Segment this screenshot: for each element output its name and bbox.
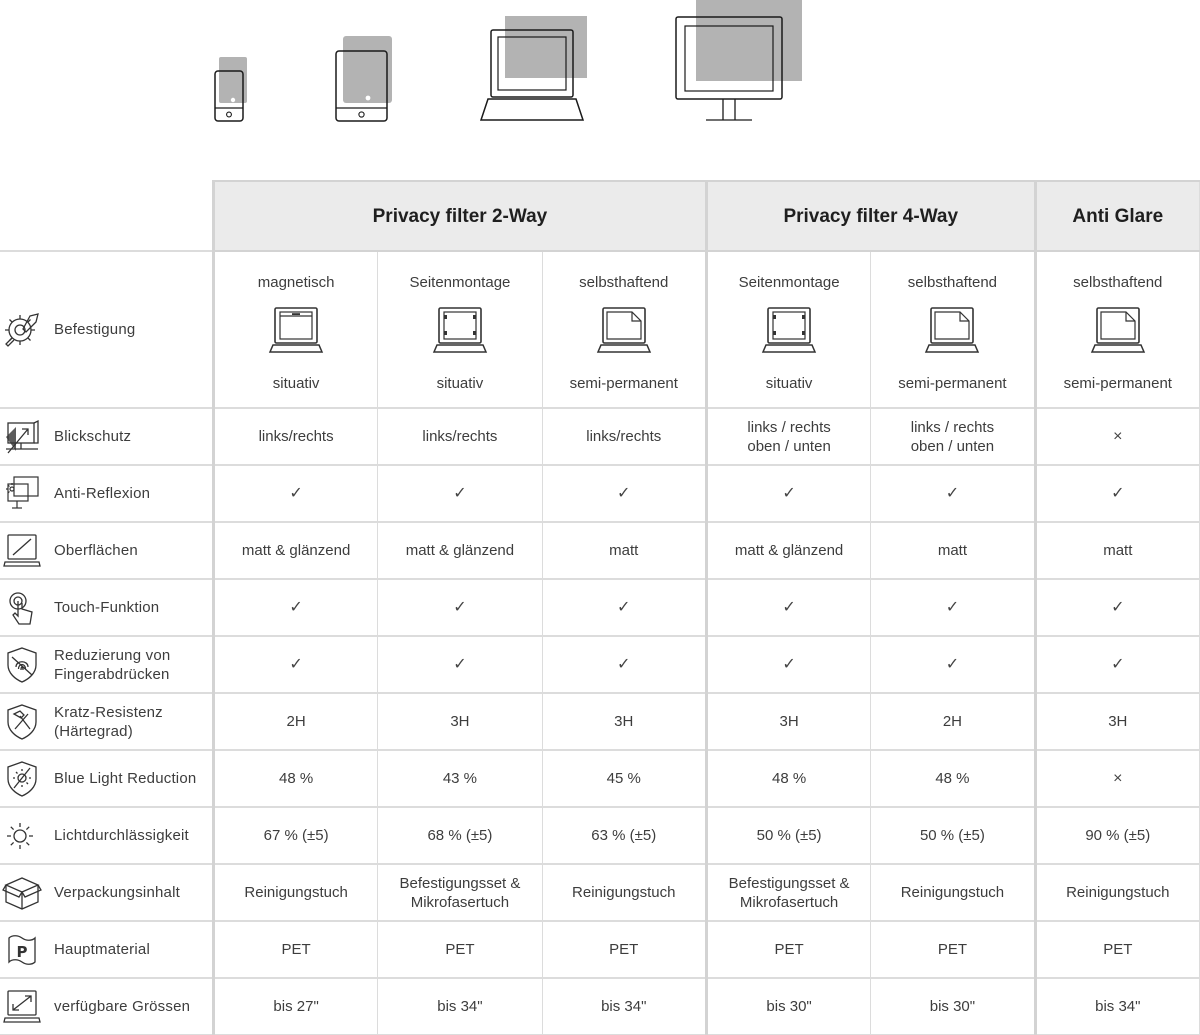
table-cell [871, 522, 1035, 579]
cell-value: Befestigungsset & [399, 874, 521, 892]
cell-value: matt & glänzend [405, 542, 515, 559]
table-cell [542, 693, 706, 750]
laptop-side-mount-icon [432, 304, 488, 356]
table-row [0, 465, 1200, 522]
table-row [0, 693, 1200, 750]
mount-type: selbsthaftend [1073, 273, 1163, 291]
cell-value: links/rechts [258, 428, 334, 445]
table-cell [213, 636, 377, 693]
table-cell [213, 921, 377, 978]
cell-value: matt [937, 542, 968, 559]
cell-value: 48 % [279, 770, 314, 787]
check-icon: ✓ [1111, 656, 1125, 673]
check-icon: ✓ [945, 599, 960, 616]
row-label [0, 251, 213, 408]
check-icon: ✓ [945, 656, 960, 673]
cell-value: 43 % [442, 770, 478, 787]
table-cell [542, 579, 706, 636]
mounting-cell [213, 251, 377, 408]
row-label-line: verfügbare Grössen [54, 998, 191, 1015]
cell-value: bis 30" [929, 998, 976, 1015]
cell-value: bis 27" [273, 998, 319, 1015]
laptop-icon [481, 16, 587, 120]
table-cell [378, 750, 542, 807]
cell-value: 48 % [771, 770, 807, 787]
cell-value: 3H [450, 713, 470, 730]
cell-value: Mikrofasertuch [739, 893, 839, 911]
cell-value: Reinigungstuch [572, 884, 676, 901]
mount-type: selbsthaftend [579, 273, 669, 291]
row-label-text [54, 703, 169, 741]
cell-value: matt & glänzend [241, 542, 351, 559]
row-label [0, 579, 213, 636]
mount-type: Seitenmontage [409, 273, 511, 291]
laptop-side-mount-icon [761, 304, 817, 356]
table-cell [706, 864, 870, 921]
cell-value: 3H [614, 713, 634, 730]
check-icon: ✓ [617, 599, 631, 616]
table-cell [1035, 864, 1199, 921]
cell-value: 68 % (±5) [427, 827, 493, 844]
row-label-line: Touch-Funktion [54, 599, 160, 616]
cell-value: oben / unten [747, 437, 831, 455]
cell-value: 63 % (±5) [591, 827, 657, 844]
table-row [0, 978, 1200, 1035]
check-icon: ✓ [617, 656, 631, 673]
check-icon: ✓ [1111, 485, 1125, 502]
mount-duration: situativ [765, 374, 813, 392]
table-cell [213, 864, 377, 921]
row-label-line: Verpackungsinhalt [54, 884, 180, 901]
mounting-cell [542, 251, 706, 408]
row-label-text [54, 427, 137, 446]
table-cell [706, 522, 870, 579]
table-cell [378, 522, 542, 579]
row-label-line: Blue Light Reduction [54, 770, 197, 787]
table-row [0, 864, 1200, 921]
table-cell [213, 693, 377, 750]
header-privacy-4way: Privacy filter 4-Way [706, 181, 1035, 251]
mount-duration: semi-permanent [569, 374, 678, 392]
view-protection-icon [0, 417, 54, 457]
table-cell [706, 693, 870, 750]
row-label-text [54, 484, 156, 503]
mount-type: magnetisch [257, 273, 335, 291]
check-icon: ✓ [453, 599, 467, 616]
table-cell [542, 636, 706, 693]
laptop-adhesive-icon [1090, 304, 1146, 356]
table-cell [378, 693, 542, 750]
header-blank [0, 181, 213, 251]
monitor-icon [676, 0, 802, 120]
package-icon [0, 873, 54, 913]
row-label [0, 864, 213, 921]
row-label [0, 921, 213, 978]
row-label-line: Reduzierung von [54, 646, 171, 664]
table-cell [871, 864, 1035, 921]
cell-value: bis 34" [601, 998, 647, 1015]
check-icon: ✓ [782, 656, 796, 673]
table-cell [871, 465, 1035, 522]
row-label-text [54, 826, 195, 845]
row-label [0, 522, 213, 579]
cell-value: matt [1103, 542, 1133, 559]
screen-size-icon [0, 987, 54, 1027]
mounting-cell [378, 251, 542, 408]
table-cell [213, 465, 377, 522]
cell-value: Mikrofasertuch [410, 893, 510, 911]
table-cell [1035, 408, 1199, 465]
cell-value: PET [774, 941, 804, 958]
check-icon: ✓ [617, 485, 631, 502]
anti-reflection-icon [0, 474, 54, 514]
cell-value: 3H [779, 713, 799, 730]
mount-duration: semi-permanent [1063, 374, 1172, 392]
cell-value: matt & glänzend [734, 542, 844, 559]
table-cell [871, 693, 1035, 750]
svg-text:P: P [16, 942, 28, 961]
comparison-table [0, 180, 1200, 1035]
mounting-cell [706, 251, 870, 408]
check-icon: ✓ [782, 485, 796, 502]
check-icon: ✓ [945, 485, 960, 502]
table-row [0, 750, 1200, 807]
table-cell [871, 921, 1035, 978]
header-privacy-2way: Privacy filter 2-Way [213, 181, 706, 251]
row-label [0, 978, 213, 1035]
table-cell [1035, 579, 1199, 636]
cell-value: 3H [1108, 713, 1128, 730]
table-cell [871, 750, 1035, 807]
table-cell [706, 636, 870, 693]
table-cell [542, 807, 706, 864]
row-label-line: Blickschutz [54, 428, 132, 445]
cell-value: Reinigungstuch [1066, 884, 1170, 901]
row-label-line: Anti-Reflexion [54, 485, 151, 502]
table-cell [706, 465, 870, 522]
row-label [0, 465, 213, 522]
cell-value: PET [1103, 941, 1133, 958]
cell-value: 48 % [935, 770, 970, 787]
table-cell [378, 579, 542, 636]
table-row [0, 807, 1200, 864]
check-icon: ✓ [289, 656, 303, 673]
row-label-line: Hauptmaterial [54, 941, 150, 958]
table-cell [706, 579, 870, 636]
table-cell [706, 921, 870, 978]
fingerprint-shield-icon [0, 645, 54, 685]
table-cell [1035, 807, 1199, 864]
table-cell [706, 750, 870, 807]
row-label-text [54, 598, 165, 617]
table-cell [1035, 465, 1199, 522]
row-label-line: Kratz-Resistenz [54, 703, 163, 721]
table-cell [542, 750, 706, 807]
material-p-icon [0, 930, 54, 970]
table-cell [378, 408, 542, 465]
cell-value: 90 % (±5) [1085, 827, 1151, 844]
table-cell [378, 465, 542, 522]
cell-value: 2H [942, 713, 963, 730]
mount-duration: situativ [436, 374, 484, 392]
cell-value: 67 % (±5) [263, 827, 329, 844]
hammer-shield-icon [0, 702, 54, 742]
header-anti-glare: Anti Glare [1035, 181, 1199, 251]
table-cell [213, 807, 377, 864]
row-label-text [54, 541, 144, 560]
mount-duration: situativ [272, 374, 320, 392]
row-label-text: Befestigung [54, 321, 136, 338]
table-row [0, 579, 1200, 636]
table-cell [1035, 636, 1199, 693]
laptop-adhesive-icon [924, 304, 980, 356]
table-cell [706, 978, 870, 1035]
touch-icon [0, 588, 54, 628]
cell-value: matt [609, 542, 639, 559]
cell-value: 50 % (±5) [756, 827, 822, 844]
table-cell [871, 636, 1035, 693]
cell-value: oben / unten [910, 437, 995, 455]
device-illustrations-svg [0, 0, 1200, 180]
cell-value: links / rechts [747, 418, 831, 436]
gear-wrench-icon [0, 310, 54, 350]
table-cell [706, 807, 870, 864]
table-row [0, 522, 1200, 579]
table-header-row [0, 181, 1200, 251]
cross-icon: × [1113, 770, 1123, 787]
table-cell [1035, 978, 1199, 1035]
cell-value: PET [609, 941, 639, 958]
table-cell [706, 408, 870, 465]
cell-value: PET [445, 941, 475, 958]
row-label-line: Oberflächen [54, 542, 138, 559]
mount-type: Seitenmontage [738, 273, 840, 291]
check-icon: ✓ [289, 599, 303, 616]
table-cell [871, 408, 1035, 465]
row-label-text [54, 769, 202, 788]
table-cell [213, 750, 377, 807]
cell-value: Befestigungsset & [728, 874, 850, 892]
table-cell [542, 522, 706, 579]
row-label-text [54, 997, 196, 1016]
cell-value: 45 % [606, 770, 641, 787]
table-cell [871, 978, 1035, 1035]
cell-value: bis 34" [1095, 998, 1141, 1015]
table-cell [542, 408, 706, 465]
cell-value: links/rechts [586, 428, 662, 445]
blue-light-shield-icon [0, 759, 54, 799]
table-row [0, 921, 1200, 978]
cell-value: Reinigungstuch [244, 884, 348, 901]
cell-value: links/rechts [422, 428, 498, 445]
table-cell [542, 465, 706, 522]
table-row-mounting [0, 251, 1200, 408]
cell-value: Reinigungstuch [900, 884, 1005, 901]
row-label-line: (Härtegrad) [54, 722, 133, 740]
cell-value: PET [281, 941, 311, 958]
table-cell [871, 807, 1035, 864]
row-label [0, 408, 213, 465]
cell-value: links / rechts [910, 418, 995, 436]
table-row [0, 636, 1200, 693]
table-cell [213, 522, 377, 579]
row-label [0, 807, 213, 864]
check-icon: ✓ [289, 485, 303, 502]
table-cell [542, 978, 706, 1035]
table-cell [378, 636, 542, 693]
check-icon: ✓ [782, 599, 796, 616]
mount-type: selbsthaftend [907, 273, 998, 291]
mounting-cell [1035, 251, 1199, 408]
check-icon: ✓ [453, 485, 467, 502]
cell-value: bis 34" [437, 998, 483, 1015]
table-cell [1035, 522, 1199, 579]
sun-icon [0, 816, 54, 856]
table-cell [542, 921, 706, 978]
table-cell [542, 864, 706, 921]
table-cell [378, 921, 542, 978]
table-cell [378, 978, 542, 1035]
table-cell [213, 579, 377, 636]
check-icon: ✓ [453, 656, 467, 673]
cross-icon: × [1113, 428, 1123, 445]
check-icon: ✓ [1111, 599, 1125, 616]
row-label [0, 636, 213, 693]
row-label [0, 693, 213, 750]
cell-value: 2H [286, 713, 306, 730]
surface-icon [0, 531, 54, 571]
table-cell [871, 579, 1035, 636]
cell-value: 50 % (±5) [919, 827, 985, 844]
row-label-text [54, 646, 176, 684]
laptop-magnetic-icon [268, 304, 324, 356]
mount-duration: semi-permanent [898, 374, 1007, 392]
row-label-line: Lichtdurchlässigkeit [54, 827, 189, 844]
laptop-adhesive-icon [596, 304, 652, 356]
cell-value: PET [937, 941, 968, 958]
tablet-icon [336, 36, 392, 121]
table-row [0, 408, 1200, 465]
row-label-line: Fingerabdrücken [54, 665, 170, 683]
table-cell [1035, 693, 1199, 750]
row-label-text [54, 940, 156, 959]
table-cell [1035, 921, 1199, 978]
device-illustrations [0, 0, 1200, 180]
row-label [0, 750, 213, 807]
mounting-cell [871, 251, 1035, 408]
table-cell [213, 978, 377, 1035]
table-cell [378, 807, 542, 864]
cell-value: bis 30" [766, 998, 812, 1015]
table-cell [378, 864, 542, 921]
table-cell [213, 408, 377, 465]
table-cell [1035, 750, 1199, 807]
smartphone-icon [215, 57, 247, 121]
row-label-text [54, 883, 186, 902]
